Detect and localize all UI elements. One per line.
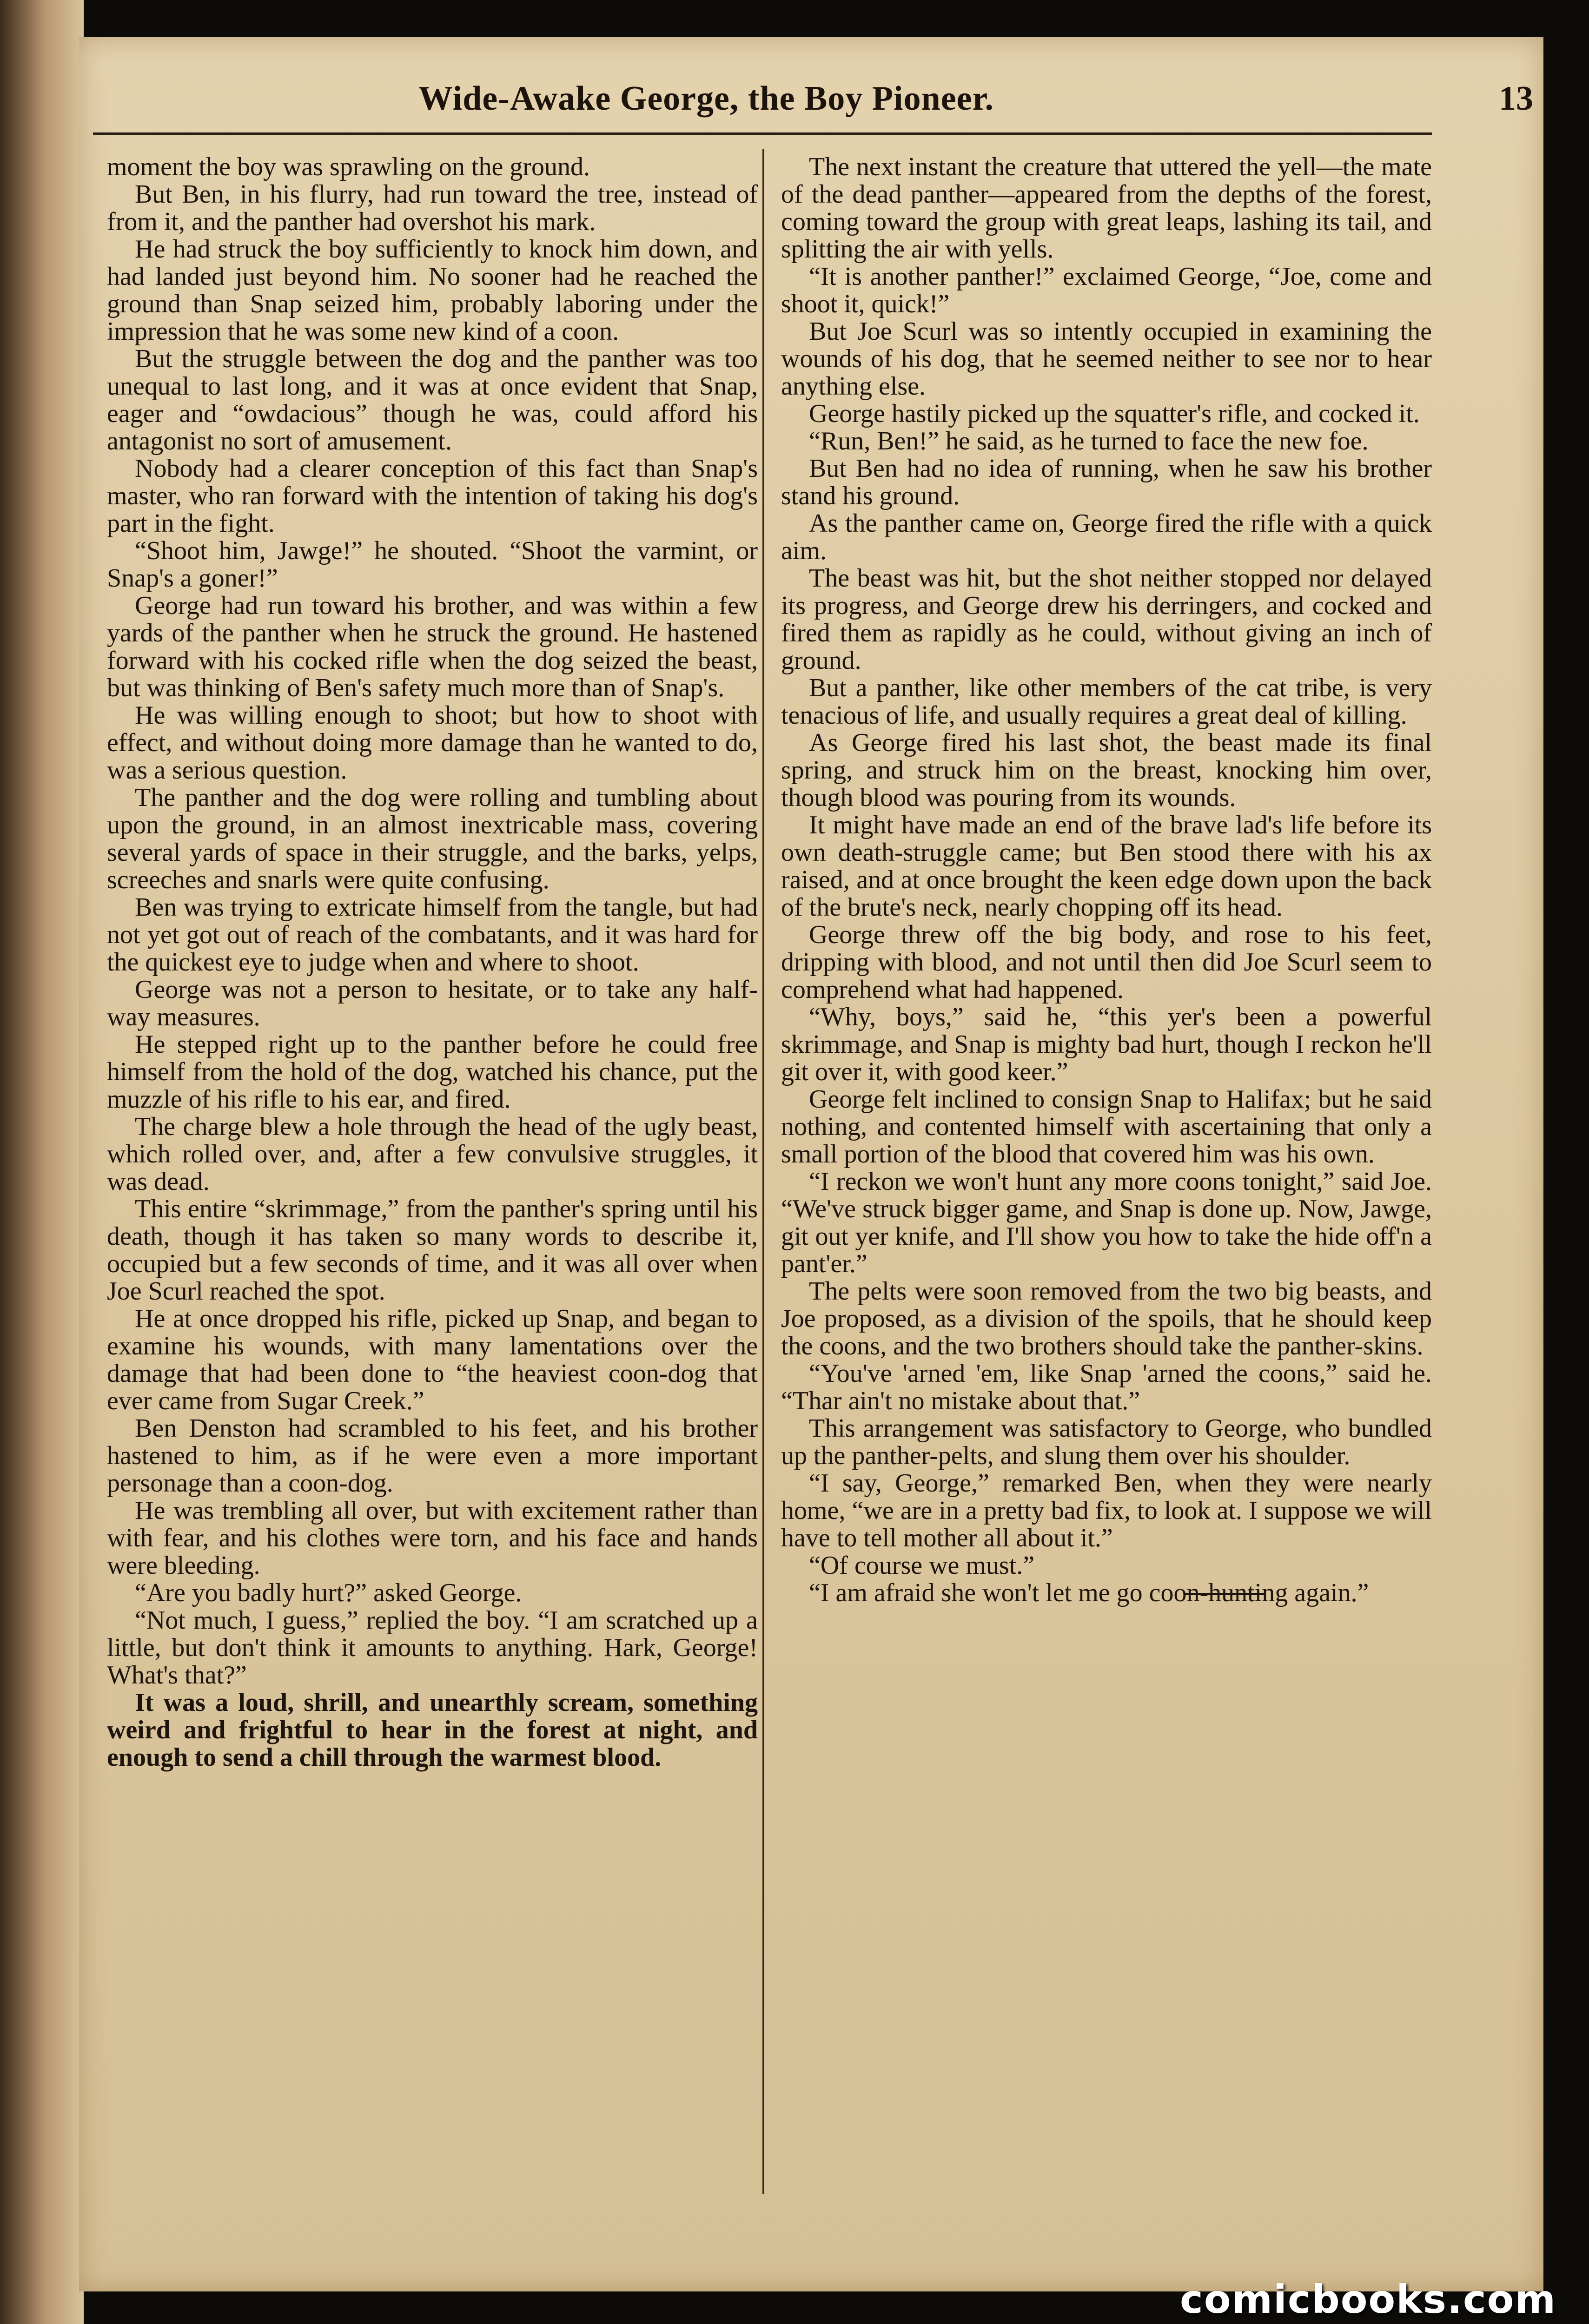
paragraph: “It is another panther!” exclaimed George, “Joe, come and shoot it, quick!”	[781, 262, 1432, 318]
page-header	[93, 79, 1533, 135]
page-number: 13	[1499, 79, 1533, 118]
paragraph: “Are you badly hurt?” asked George.	[135, 1578, 522, 1607]
column-divider	[762, 149, 764, 2194]
site-watermark: comicbooks.com	[1180, 2277, 1556, 2322]
paragraph: The pelts were soon removed from the two big beasts, and Joe proposed, as a division of the spoils, that he should keep the coons, and the two brothers should take the panther-skins.	[781, 1277, 1432, 1360]
paragraph: But the struggle between the dog and the panther was too unequal to last long, and it was at once evident that Snap, eager and “owdacious” though he was, could afford his antagonist no sort of amusement.	[107, 344, 758, 456]
paragraph: It might have made an end of the brave lad's life before its own death-struggle came; but Ben stood there with his ax raised, and at once brought the keen edge down upon the back of the brute's neck, nearly chopping off its head.	[781, 811, 1432, 922]
running-title: Wide-Awake George, the Boy Pioneer.	[418, 79, 994, 118]
paragraph: “I am afraid she won't let me go coon-hunting again.”	[809, 1578, 1369, 1607]
paragraph: “I reckon we won't hunt any more coons tonight,” said Joe. “We've struck bigger game, and Snap is done up. Now, Jawge, git out yer knife, and I'll show you how to take the hide off'n a pant'er.”	[781, 1167, 1432, 1278]
paragraph: The next instant the creature that uttered the yell—the mate of the dead panther—appeared from the depths of the forest, coming toward the group with great leaps, lashing its tail, and splitting the air with yells.	[781, 153, 1432, 264]
paragraph: But Ben, in his flurry, had run toward the tree, instead of from it, and the panther had overshot his mark.	[107, 180, 758, 236]
paragraph: “Not much, I guess,” replied the boy. “I am scratched up a little, but don't think it amounts to anything. Hark, George! What's that?”	[107, 1606, 758, 1690]
paragraph: This entire “skrimmage,” from the panther's spring until his death, though it has taken so many words to describe it, occupied but a few seconds of time, and it was all over when Joe Scurl reached the spot.	[107, 1195, 758, 1306]
book-spine	[0, 0, 84, 2324]
paragraph: “Shoot him, Jawge!” he shouted. “Shoot the varmint, or Snap's a goner!”	[107, 536, 758, 593]
paragraph: George hastily picked up the squatter's rifle, and cocked it.	[809, 399, 1420, 428]
paragraph: The charge blew a hole through the head of the ugly beast, which rolled over, and, after a few convulsive struggles, it was dead.	[107, 1112, 758, 1196]
paragraph: The panther and the dog were rolling and tumbling about upon the ground, in an almost inextricable mass, covering several yards of space in their struggle, and the barks, yelps, screeches and snarls were quite confusing.	[107, 783, 758, 894]
header-rule	[93, 132, 1432, 135]
paragraph: George threw off the big body, and rose to his feet, dripping with blood, and not until then did Joe Scurl seem to comprehend what had happened.	[781, 920, 1432, 1004]
paragraph-bold: It was a loud, shrill, and unearthly scream, something weird and frightful to hear in the forest at night, and enough to send a chill through the warmest blood.	[107, 1688, 758, 1772]
paragraph: George felt inclined to consign Snap to Halifax; but he said nothing, and contented himself with ascertaining that only a small portion of the blood that covered him was his own.	[781, 1085, 1432, 1169]
paragraph: “You've 'arned 'em, like Snap 'arned the coons,” said he. “Thar ain't no mistake about that.”	[781, 1359, 1432, 1415]
paragraph: He at once dropped his rifle, picked up Snap, and began to examine his wounds, with many lamentations over the damage that had been done to “the heaviest coon-dog that ever came from Sugar Creek.”	[107, 1304, 758, 1415]
paragraph: The beast was hit, but the shot neither stopped nor delayed its progress, and George drew his derringers, and cocked and fired them as rapidly as he could, without giving an inch of ground.	[781, 564, 1432, 675]
paragraph: As George fired his last shot, the beast made its final spring, and struck him on the breast, knocking him over, though blood was pouring from its wounds.	[781, 728, 1432, 812]
paragraph: “I say, George,” remarked Ben, when they were nearly home, “we are in a pretty bad fix, to look at. I suppose we will have to tell mother all about it.”	[781, 1469, 1432, 1552]
paragraph: George was not a person to hesitate, or to take any half-way measures.	[107, 975, 758, 1031]
paragraph: He was willing enough to shoot; but how to shoot with effect, and without doing more damage than he wanted to do, was a serious question.	[107, 701, 758, 785]
paragraph: “Why, boys,” said he, “this yer's been a powerful skrimmage, and Snap is mighty bad hurt, though I reckon he'll git over it, with good keer.”	[781, 1003, 1432, 1086]
left-column	[107, 153, 758, 2199]
paragraph: But Ben had no idea of running, when he saw his brother stand his ground.	[781, 454, 1432, 510]
right-column	[781, 153, 1432, 2199]
paragraph: This arrangement was satisfactory to George, who bundled up the panther-pelts, and slung them over his shoulder.	[781, 1414, 1432, 1470]
paragraph: He stepped right up to the panther before he could free himself from the hold of the dog, watched his chance, put the muzzle of his rifle to his ear, and fired.	[107, 1030, 758, 1114]
paragraph: He had struck the boy sufficiently to knock him down, and had landed just beyond him. No sooner had he reached the ground than Snap seized him, probably laboring under the impression that he was some new kind of a coon.	[107, 235, 758, 346]
paragraph: Ben was trying to extricate himself from the tangle, but had not yet got out of reach of the combatants, and it was hard for the quickest eye to judge when and where to shoot.	[107, 893, 758, 977]
paragraph: As the panther came on, George fired the rifle with a quick aim.	[781, 509, 1432, 565]
paragraph: “Of course we must.”	[809, 1551, 1035, 1580]
paragraph: But a panther, like other members of the cat tribe, is very tenacious of life, and usually requires a great deal of killing.	[781, 673, 1432, 730]
paragraph: George had run toward his brother, and was within a few yards of the panther when he struck the ground. He hastened forward with his cocked rifle when the dog seized the beast, but was thinking of Ben's safety much more than of Snap's.	[107, 591, 758, 702]
paragraph: moment the boy was sprawling on the ground.	[107, 153, 590, 181]
paragraph: “Run, Ben!” he said, as he turned to face the new foe.	[809, 427, 1369, 456]
paragraph: Ben Denston had scrambled to his feet, and his brother hastened to him, as if he were even a more important personage than a coon-dog.	[107, 1414, 758, 1498]
paragraph: He was trembling all over, but with excitement rather than with fear, and his clothes were torn, and his face and hands were bleeding.	[107, 1496, 758, 1580]
paragraph: Nobody had a clearer conception of this fact than Snap's master, who ran forward with the intention of taking his dog's part in the fight.	[107, 454, 758, 538]
paragraph: But Joe Scurl was so intently occupied in examining the wounds of his dog, that he seemed neither to see nor to hear anything else.	[781, 317, 1432, 401]
